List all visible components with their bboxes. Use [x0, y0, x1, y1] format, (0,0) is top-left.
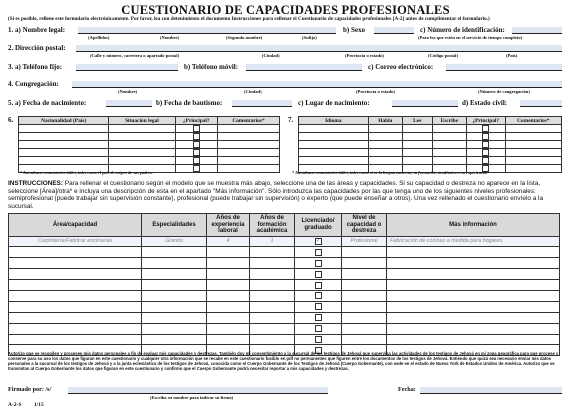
- cong-name-sublabel: (Nombre): [118, 89, 138, 94]
- nationality-row: [19, 141, 280, 149]
- skills-cell[interactable]: [142, 247, 207, 258]
- skills-cell[interactable]: [387, 280, 560, 291]
- skills-cell[interactable]: [387, 247, 560, 258]
- skills-cell[interactable]: [9, 334, 142, 345]
- zip-sublabel: (Código postal): [428, 53, 458, 58]
- skills-cell[interactable]: [387, 258, 560, 269]
- graduated-checkbox[interactable]: [315, 325, 322, 332]
- nationality-note: * Introduzca comentarios útiles, tales como el país de origen de sus padres.: [20, 170, 153, 175]
- skills-cell[interactable]: [9, 290, 142, 301]
- signed-by-label: Firmado por: /s/: [8, 386, 52, 393]
- skills-header-specialties: Especialidades: [142, 214, 207, 237]
- language-row: [299, 125, 562, 133]
- skills-cell[interactable]: [9, 258, 142, 269]
- skills-cell[interactable]: [207, 280, 250, 291]
- graduated-checkbox[interactable]: [315, 282, 322, 289]
- birthplace-label: c) Lugar de nacimiento:: [298, 99, 370, 107]
- primary-checkbox[interactable]: [482, 157, 489, 164]
- primary-checkbox[interactable]: [193, 149, 200, 156]
- cong-number-sublabel: (Número de congregación): [478, 89, 530, 94]
- suffix-sublabel: (Sufijo): [302, 35, 317, 40]
- example-years-work: 4: [207, 236, 250, 247]
- mobile-label: b) Teléfono móvil:: [184, 63, 239, 71]
- primary-checkbox[interactable]: [482, 149, 489, 156]
- form-date: 1/15: [34, 402, 44, 408]
- skills-header-info: Más información: [387, 214, 560, 237]
- nationality-header-status: Situación legal: [109, 117, 175, 125]
- firstname-sublabel: (Nombre): [160, 35, 180, 40]
- nationality-number: 6.: [8, 116, 14, 124]
- legal-name-label: 1. a) Nombre legal:: [8, 26, 66, 34]
- primary-checkbox[interactable]: [193, 133, 200, 140]
- skills-row: [9, 258, 560, 269]
- consent-text: Autorizo que se recopilen y procesen mis datos personales a fin de evaluar mis capacidades y destrezas. También doy mi consentimiento a la sucursal de los testigos de Jehová que supervisa las actividades de los testigos de Jehová en mi zona geográfica para que procese y conserve para su uso los datos que figuran en este cuestionario y cualquier otra información que se recabe en este cuestionario fusiblo en pdf no permanentes que figuren entre los documentos de los testigos de Jehová. Entiendo que quizá sea necesario enviar mis datos personales a la sucursal de los testigos de Jehová y a la junta eclesiástica de los testigos de Jehová, conocida como el Cuerpo Gobernante de los Testigos de Jehová (Cuerpo Gobernante), con sede en el estado de Nueva York de Estados Unidos de América. Autorizo que se transmitan al Cuerpo Gobernante los datos que figuran en este cuestionario y confirmo que el Cuerpo Gobernante podrá necesitar reportar a mis capacidades y destrezas.: [8, 351, 559, 371]
- lang-header-speaks: Habla: [368, 117, 402, 125]
- nationality-row: [19, 157, 280, 165]
- skills-cell[interactable]: [342, 290, 387, 301]
- primary-checkbox[interactable]: [193, 165, 200, 172]
- nationality-row: [19, 133, 280, 141]
- graduated-checkbox[interactable]: [315, 292, 322, 299]
- skills-cell[interactable]: [142, 301, 207, 312]
- skills-header-level: Nivel de capacidad o destreza: [342, 214, 387, 237]
- skills-cell[interactable]: [342, 280, 387, 291]
- skills-cell[interactable]: [250, 312, 295, 323]
- skills-row: [9, 301, 560, 312]
- example-years-study: 1: [250, 236, 295, 247]
- instructions-block: [8, 180, 560, 210]
- example-graduated-checkbox: ✓: [315, 237, 321, 244]
- skills-row: [9, 269, 560, 280]
- skills-cell[interactable]: [142, 280, 207, 291]
- skills-row: [9, 290, 560, 301]
- lang-header-primary: ¿Principal?: [466, 117, 505, 125]
- skills-cell[interactable]: [142, 334, 207, 345]
- skills-cell[interactable]: [387, 312, 560, 323]
- nationality-row: [19, 149, 280, 157]
- skills-cell[interactable]: [342, 312, 387, 323]
- skills-cell[interactable]: [207, 334, 250, 345]
- country-sublabel: (País): [506, 53, 518, 58]
- language-row: [299, 141, 562, 149]
- state-sublabel: (Provincia o estado): [345, 53, 384, 58]
- example-area: Carpintería/Fabricar encimeras: [9, 236, 142, 247]
- skills-cell[interactable]: [142, 290, 207, 301]
- form-code: A-2-S: [8, 402, 22, 408]
- skills-table: [8, 213, 560, 356]
- skills-cell[interactable]: [207, 301, 250, 312]
- skills-cell[interactable]: [207, 312, 250, 323]
- language-row: [299, 133, 562, 141]
- skills-row: [9, 334, 560, 345]
- languages-note: * Introduzca comentarios útiles, tales como si es la lengua materna, su formación académica o su experiencia.: [292, 170, 488, 175]
- surname-sublabel: (Apellidos): [88, 35, 110, 40]
- cong-state-sublabel: (Provincia o estado): [356, 89, 395, 94]
- skills-cell[interactable]: [342, 247, 387, 258]
- language-row: [299, 149, 562, 157]
- id-number-label: c) Número de identificación:: [420, 26, 505, 34]
- skills-header-graduated: Licenciado/ graduado: [295, 214, 342, 237]
- skills-header-years-study: Años de formación académica: [250, 214, 295, 237]
- skills-cell[interactable]: [207, 269, 250, 280]
- skills-cell[interactable]: [207, 290, 250, 301]
- form-title: CUESTIONARIO DE CAPACIDADES PROFESIONALES: [121, 3, 450, 17]
- skills-cell[interactable]: [207, 323, 250, 334]
- skills-cell[interactable]: [9, 301, 142, 312]
- lang-header-comments: Comentarios*: [505, 117, 561, 125]
- skills-cell[interactable]: [342, 323, 387, 334]
- lang-header-writes: Escribe: [432, 117, 466, 125]
- lang-header-reads: Lee: [402, 117, 432, 125]
- skills-cell[interactable]: [387, 334, 560, 345]
- skills-header-years-work: Años de experiencia laboral: [207, 214, 250, 237]
- postal-address-label: 2. Dirección postal:: [8, 44, 66, 52]
- primary-checkbox[interactable]: [193, 125, 200, 132]
- skills-row: [9, 323, 560, 334]
- skills-row: [9, 312, 560, 323]
- language-row: [299, 157, 562, 165]
- primary-checkbox[interactable]: [482, 133, 489, 140]
- skills-cell[interactable]: [250, 301, 295, 312]
- skills-cell[interactable]: [9, 323, 142, 334]
- signature-sublabel: (Escriba su nombre para indicar su firma): [150, 395, 234, 400]
- graduated-checkbox[interactable]: [315, 249, 322, 256]
- primary-checkbox[interactable]: [193, 157, 200, 164]
- skills-cell[interactable]: [342, 258, 387, 269]
- skills-cell[interactable]: [387, 301, 560, 312]
- skills-row: [9, 280, 560, 291]
- skills-cell[interactable]: [207, 247, 250, 258]
- skills-cell[interactable]: [342, 301, 387, 312]
- skills-cell[interactable]: [250, 258, 295, 269]
- nationality-row: [19, 125, 280, 133]
- skills-cell[interactable]: [342, 269, 387, 280]
- city-sublabel: (Ciudad): [262, 53, 280, 58]
- skills-header-area: Área/capacidad: [9, 214, 142, 237]
- graduated-checkbox[interactable]: [315, 314, 322, 321]
- example-specialty: Granito: [142, 236, 207, 247]
- graduated-checkbox[interactable]: [315, 303, 322, 310]
- lang-header-language: Idioma: [299, 117, 369, 125]
- id-number-sublabel: (Para los que estén en el servicio de tiempo completo): [418, 35, 523, 40]
- example-info: Fabricación de cocinas a medida para hogares.: [387, 236, 560, 247]
- middlename-sublabel: (Segundo nombre): [226, 35, 263, 40]
- skills-cell[interactable]: [250, 280, 295, 291]
- nationality-header-comments: Comentarios*: [217, 117, 279, 125]
- sex-label: b) Sexo: [343, 26, 365, 34]
- skills-cell[interactable]: [250, 269, 295, 280]
- skills-cell[interactable]: [9, 269, 142, 280]
- phone-label: 3. a) Teléfono fijo:: [8, 63, 63, 71]
- skills-cell[interactable]: [250, 323, 295, 334]
- skills-cell[interactable]: [142, 269, 207, 280]
- primary-checkbox[interactable]: [482, 125, 489, 132]
- skills-cell[interactable]: [250, 290, 295, 301]
- skills-cell[interactable]: [250, 334, 295, 345]
- form-intro: (Si es posible, rellene este formulario electrónicamente. Por favor, lea con detenimiento el documento Instrucciones para rellenar el Cuestionario de capacidades profesionales [A-2] antes de cumplimentar el formulario.): [8, 16, 490, 22]
- instructions-text: Para rellenar el cuestionario según el modelo que se muestra más abajo, seleccione una de las áreas y capacidades. Si su capacidad o destreza no aparece en la lista, seleccione [Área]/otra* e incluya una descripción de esta en el apartado "Más información". Sólo introduzca las capacidades por las que tenga uno de los siguientes niveles profesionales: semiprofesional (puede trabajar sin supervisión constante), profesional (puede trabajar sin supervisión) o experto (que puede enseñar a otros). Una vez rellenado el cuestionario envíelo a la sucursal.: [8, 180, 543, 210]
- example-level: Profesional: [342, 236, 387, 247]
- instructions-heading: INSTRUCCIONES:: [8, 180, 64, 187]
- skills-cell[interactable]: [250, 247, 295, 258]
- skills-cell[interactable]: [9, 280, 142, 291]
- skills-cell[interactable]: [142, 323, 207, 334]
- skills-cell[interactable]: [207, 258, 250, 269]
- skills-cell[interactable]: [387, 290, 560, 301]
- skills-cell[interactable]: [142, 312, 207, 323]
- congregation-label: 4. Congregación:: [8, 80, 59, 88]
- skills-example-row: [9, 236, 560, 247]
- email-label: c) Correo electrónico:: [368, 63, 434, 71]
- cong-city-sublabel: (Ciudad): [244, 89, 262, 94]
- date-label: Fecha:: [398, 386, 416, 393]
- skills-cell[interactable]: [387, 269, 560, 280]
- skills-cell[interactable]: [387, 323, 560, 334]
- baptism-label: b) Fecha de bautismo:: [156, 99, 223, 107]
- street-sublabel: (Calle y número, carretera o apartado postal): [90, 53, 180, 58]
- graduated-checkbox[interactable]: [315, 336, 322, 343]
- skills-cell[interactable]: [342, 334, 387, 345]
- skills-cell[interactable]: [9, 312, 142, 323]
- nationality-header-country: Nacionalidad (País): [19, 117, 109, 125]
- civil-status-label: d) Estado civil:: [462, 99, 508, 107]
- skills-cell[interactable]: [9, 247, 142, 258]
- primary-checkbox[interactable]: [482, 141, 489, 148]
- nationality-table: [18, 116, 280, 173]
- languages-table: [298, 116, 562, 173]
- skills-row: [9, 247, 560, 258]
- birthdate-label: 5. a) Fecha de nacimiento:: [8, 99, 87, 107]
- graduated-checkbox[interactable]: [315, 260, 322, 267]
- nationality-header-primary: ¿Principal?: [175, 117, 217, 125]
- graduated-checkbox[interactable]: [315, 271, 322, 278]
- skills-cell[interactable]: [142, 258, 207, 269]
- languages-number: 7.: [288, 116, 294, 124]
- primary-checkbox[interactable]: [193, 141, 200, 148]
